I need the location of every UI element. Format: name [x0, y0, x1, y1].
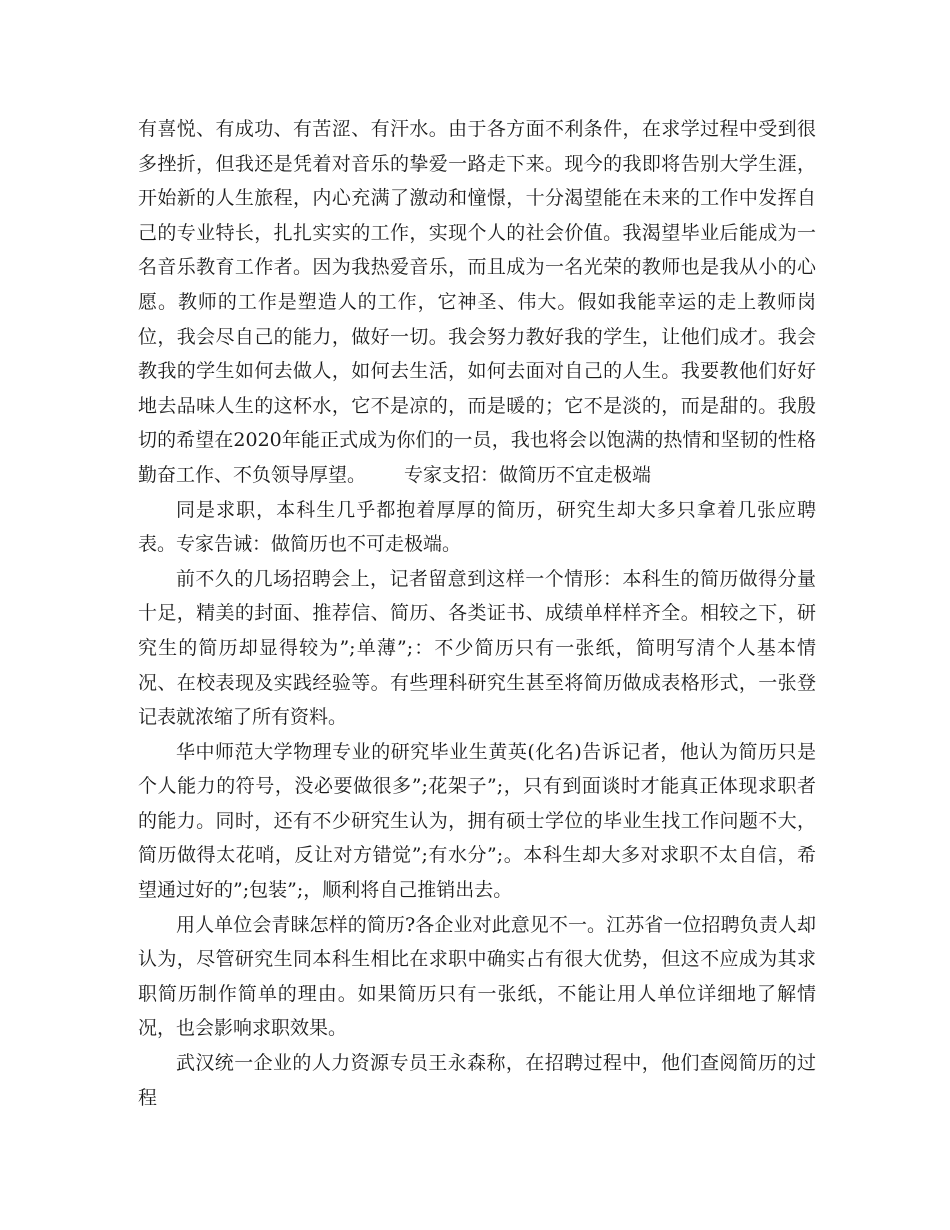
- paragraph-3: 前不久的几场招聘会上，记者留意到这样一个情形：本科生的简历做得分量十足，精美的封面、推荐信、简历、各类证书、成绩单样样齐全。相较之下，研究生的简历却显得较为”;单薄”;：不少简历只有一张纸，简明写清个人基本情况、在校表现及实践经验等。有些理科研究生甚至将简历做成表格形式，一张登记表就浓缩了所有资料。: [138, 567, 816, 729]
- paragraph-4: 华中师范大学物理专业的研究毕业生黄英(化名)告诉记者，他认为简历只是个人能力的符号，没必要做很多”;花架子”;，只有到面谈时才能真正体现求职者的能力。同时，还有不少研究生认为，拥有硕士学位的毕业生找工作问题不大，简历做得太花哨，反让对方错觉”;有水分”;。本科生却大多对求职不太自信，希望通过好的”;包装”;，顺利将自己推销出去。: [138, 740, 816, 902]
- paragraph-1: [138, 112, 816, 493]
- paragraph-1-text: 有喜悦、有成功、有苦涩、有汗水。由于各方面不利条件，在求学过程中受到很多挫折，但我还是凭着对音乐的挚爱一路走下来。现今的我即将告别大学生涯，开始新的人生旅程，内心充满了激动和憧憬，十分渴望能在未来的工作中发挥自己的专业特长，扎扎实实的工作，实现个人的社会价值。我渴望毕业后能成为一名音乐教育工作者。因为我热爱音乐，而且成为一名光荣的教师也是我从小的心愿。教师的工作是塑造人的工作，它神圣、伟大。假如我能幸运的走上教师岗位，我会尽自己的能力，做好一切。我会努力教好我的学生，让他们成才。我会教我的学生如何去做人，如何去生活，如何去面对自己的人生。我要教他们好好地去品味人生的这杯水，它不是凉的，而是暖的；它不是淡的，而是甜的。我殷切的希望在2020年能正式成为你们的一员，我也将会以饱满的热情和坚韧的性格勤奋工作、不负领导厚望。: [138, 118, 816, 486]
- paragraph-5: 用人单位会青睐怎样的简历?各企业对此意见不一。江苏省一位招聘负责人却认为，尽管研究生同本科生相比在求职中确实占有很大优势，但这不应成为其求职简历制作简单的理由。如果简历只有一张纸，不能让用人单位详细地了解情况，也会影响求职效果。: [138, 913, 816, 1040]
- paragraph-6: 武汉统一企业的人力资源专员王永森称，在招聘过程中，他们查阅简历的过程: [138, 1052, 816, 1109]
- document-body: [138, 112, 816, 1115]
- section-heading: 专家支招：做简历不宜走极端: [404, 463, 652, 486]
- paragraph-2: 同是求职，本科生几乎都抱着厚厚的简历，研究生却大多只拿着几张应聘表。专家告诫：做简历也不可走极端。: [138, 498, 816, 556]
